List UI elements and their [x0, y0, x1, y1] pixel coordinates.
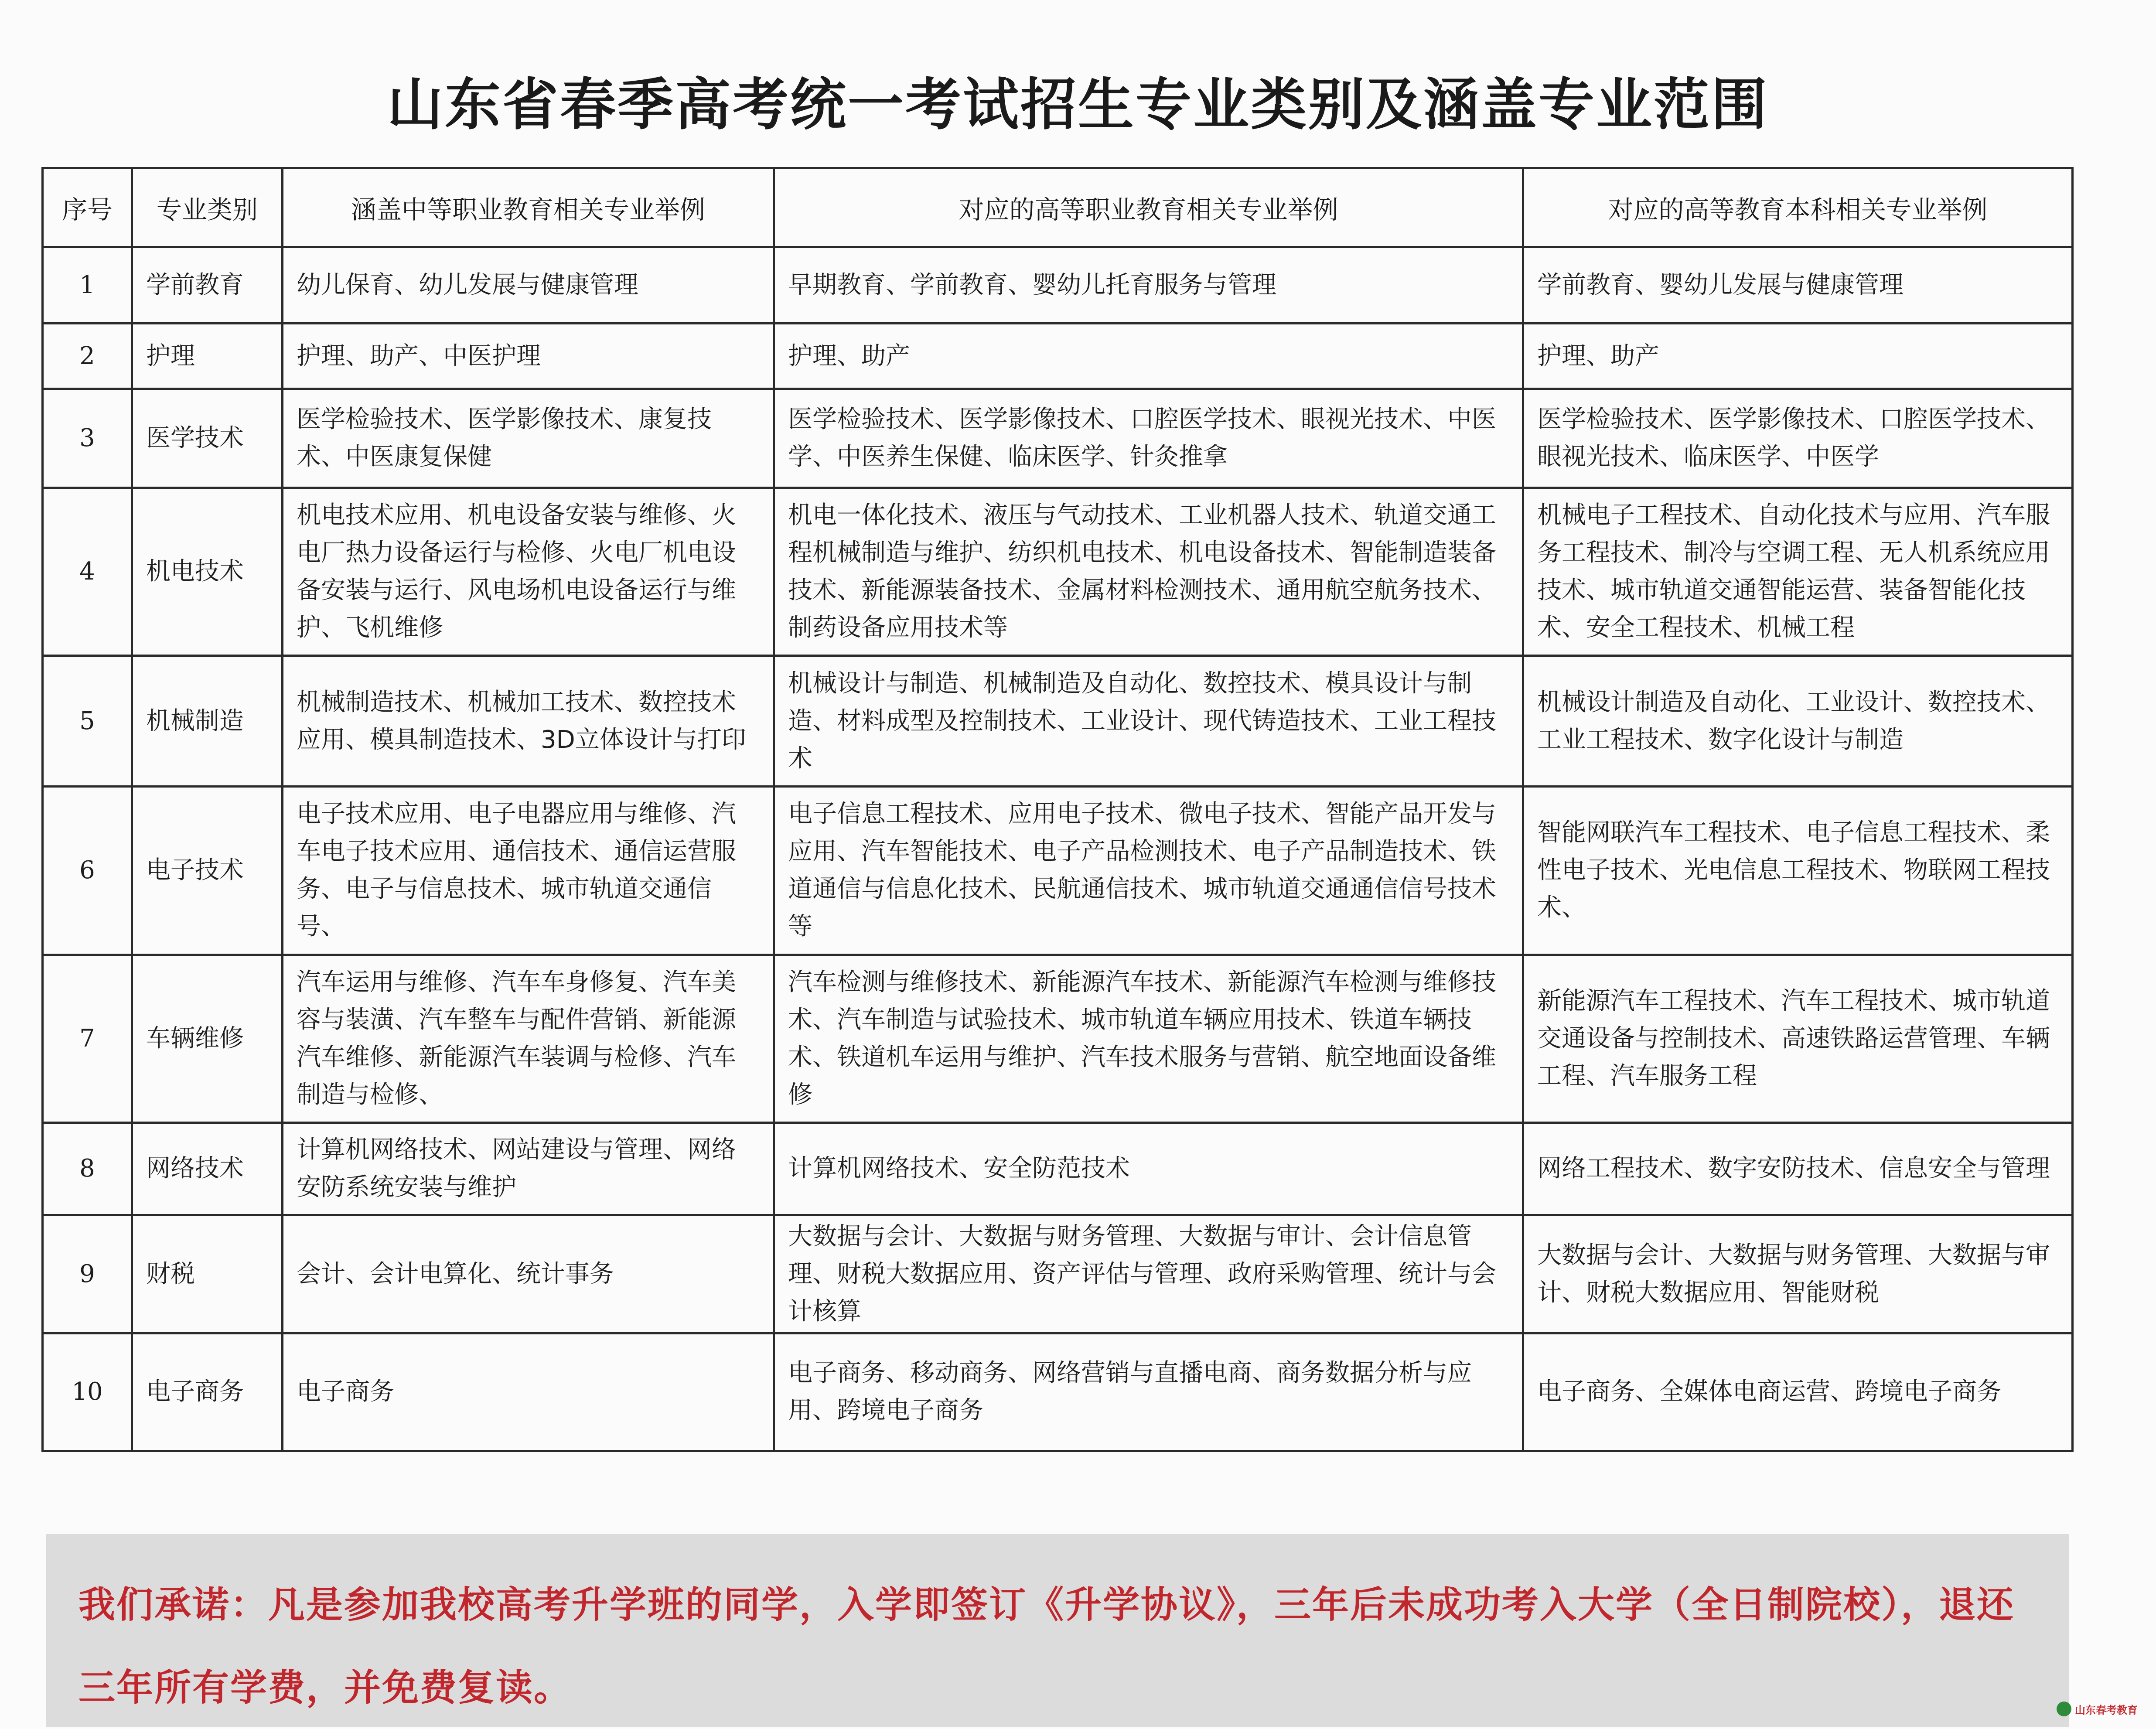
- cell-higher-vocational: 电子商务、移动商务、网络营销与直播电商、商务数据分析与应用、跨境电子商务: [774, 1333, 1523, 1451]
- table-header-row: [43, 168, 2073, 247]
- cell-category: 医学技术: [132, 389, 283, 488]
- cell-secondary: 计算机网络技术、网站建设与管理、网络安防系统安装与维护: [283, 1122, 774, 1215]
- cell-undergraduate: 大数据与会计、大数据与财务管理、大数据与审计、财税大数据应用、智能财税: [1523, 1215, 2073, 1333]
- cell-seq: 10: [43, 1333, 132, 1451]
- cell-seq: 4: [43, 488, 132, 656]
- cell-category: 机电技术: [132, 488, 283, 656]
- cell-higher-vocational: 早期教育、学前教育、婴幼儿托育服务与管理: [774, 247, 1523, 324]
- cell-category: 机械制造: [132, 656, 283, 787]
- cell-category: 护理: [132, 324, 283, 389]
- cell-higher-vocational: 医学检验技术、医学影像技术、口腔医学技术、眼视光技术、中医学、中医养生保健、临床医学、针灸推拿: [774, 389, 1523, 488]
- cell-secondary: 机电技术应用、机电设备安装与维修、火电厂热力设备运行与检修、火电厂机电设备安装与运行、风电场机电设备运行与维护、飞机维修: [283, 488, 774, 656]
- table-row: [43, 324, 2073, 389]
- cell-seq: 5: [43, 656, 132, 787]
- cell-undergraduate: 机械电子工程技术、自动化技术与应用、汽车服务工程技术、制冷与空调工程、无人机系统应用技术、城市轨道交通智能运营、装备智能化技术、安全工程技术、机械工程: [1523, 488, 2073, 656]
- watermark-logo: [2057, 1698, 2144, 1720]
- table-row: [43, 488, 2073, 656]
- cell-secondary: 医学检验技术、医学影像技术、康复技术、中医康复保健: [283, 389, 774, 488]
- cell-seq: 9: [43, 1215, 132, 1333]
- cell-seq: 1: [43, 247, 132, 324]
- header-category: 专业类别: [132, 168, 283, 247]
- logo-icon: [2057, 1702, 2071, 1716]
- cell-higher-vocational: 计算机网络技术、安全防范技术: [774, 1122, 1523, 1215]
- cell-category: 财税: [132, 1215, 283, 1333]
- table-row: [43, 1333, 2073, 1451]
- cell-undergraduate: 学前教育、婴幼儿发展与健康管理: [1523, 247, 2073, 324]
- header-seq: 序号: [43, 168, 132, 247]
- cell-seq: 8: [43, 1122, 132, 1215]
- cell-secondary: 会计、会计电算化、统计事务: [283, 1215, 774, 1333]
- cell-higher-vocational: 护理、助产: [774, 324, 1523, 389]
- cell-undergraduate: 网络工程技术、数字安防技术、信息安全与管理: [1523, 1122, 2073, 1215]
- page-title: 山东省春季高考统一考试招生专业类别及涵盖专业范围: [387, 72, 1769, 137]
- cell-undergraduate: 新能源汽车工程技术、汽车工程技术、城市轨道交通设备与控制技术、高速铁路运营管理、车辆工程、汽车服务工程: [1523, 955, 2073, 1122]
- cell-seq: 3: [43, 389, 132, 488]
- table-row: [43, 1215, 2073, 1333]
- cell-category: 学前教育: [132, 247, 283, 324]
- cell-secondary: 护理、助产、中医护理: [283, 324, 774, 389]
- promise-text: 我们承诺：凡是参加我校高考升学班的同学，入学即签订《升学协议》，三年后未成功考入大学（全日制院校），退还三年所有学费，并免费复读。: [78, 1583, 2015, 1709]
- cell-higher-vocational: 汽车检测与维修技术、新能源汽车技术、新能源汽车检测与维修技术、汽车制造与试验技术、城市轨道车辆应用技术、铁道车辆技术、铁道机车运用与维护、汽车技术服务与营销、航空地面设备维修: [774, 955, 1523, 1122]
- cell-seq: 7: [43, 955, 132, 1122]
- header-undergraduate: 对应的高等教育本科相关专业举例: [1523, 168, 2073, 247]
- cell-seq: 2: [43, 324, 132, 389]
- cell-secondary: 机械制造技术、机械加工技术、数控技术应用、模具制造技术、3D立体设计与打印: [283, 656, 774, 787]
- header-secondary: 涵盖中等职业教育相关专业举例: [283, 168, 774, 247]
- cell-higher-vocational: 大数据与会计、大数据与财务管理、大数据与审计、会计信息管理、财税大数据应用、资产评估与管理、政府采购管理、统计与会计核算: [774, 1215, 1523, 1333]
- header-higher-vocational: 对应的高等职业教育相关专业举例: [774, 168, 1523, 247]
- cell-secondary: 电子技术应用、电子电器应用与维修、汽车电子技术应用、通信技术、通信运营服务、电子与信息技术、城市轨道交通信号、: [283, 787, 774, 955]
- table-row: [43, 787, 2073, 955]
- cell-higher-vocational: 机械设计与制造、机械制造及自动化、数控技术、模具设计与制造、材料成型及控制技术、工业设计、现代铸造技术、工业工程技术: [774, 656, 1523, 787]
- table-row: [43, 247, 2073, 324]
- table-row: [43, 656, 2073, 787]
- cell-category: 网络技术: [132, 1122, 283, 1215]
- cell-undergraduate: 护理、助产: [1523, 324, 2073, 389]
- cell-secondary: 幼儿保育、幼儿发展与健康管理: [283, 247, 774, 324]
- table-row: [43, 955, 2073, 1122]
- logo-text: 山东春考教育: [2075, 1704, 2138, 1716]
- cell-undergraduate: 电子商务、全媒体电商运营、跨境电子商务: [1523, 1333, 2073, 1451]
- cell-category: 车辆维修: [132, 955, 283, 1122]
- cell-category: 电子商务: [132, 1333, 283, 1451]
- cell-secondary: 汽车运用与维修、汽车车身修复、汽车美容与装潢、汽车整车与配件营销、新能源汽车维修、新能源汽车装调与检修、汽车制造与检修、: [283, 955, 774, 1122]
- cell-higher-vocational: 电子信息工程技术、应用电子技术、微电子技术、智能产品开发与应用、汽车智能技术、电子产品检测技术、电子产品制造技术、铁道通信与信息化技术、民航通信技术、城市轨道交通通信信号技术等: [774, 787, 1523, 955]
- cell-seq: 6: [43, 787, 132, 955]
- cell-undergraduate: 智能网联汽车工程技术、电子信息工程技术、柔性电子技术、光电信息工程技术、物联网工程技术、: [1523, 787, 2073, 955]
- cell-category: 电子技术: [132, 787, 283, 955]
- cell-undergraduate: 机械设计制造及自动化、工业设计、数控技术、工业工程技术、数字化设计与制造: [1523, 656, 2073, 787]
- table-row: [43, 389, 2073, 488]
- table-row: [43, 1122, 2073, 1215]
- cell-higher-vocational: 机电一体化技术、液压与气动技术、工业机器人技术、轨道交通工程机械制造与维护、纺织机电技术、机电设备技术、智能制造装备技术、新能源装备技术、金属材料检测技术、通用航空航务技术、制药设备应用技术等: [774, 488, 1523, 656]
- cell-undergraduate: 医学检验技术、医学影像技术、口腔医学技术、眼视光技术、临床医学、中医学: [1523, 389, 2073, 488]
- majors-table: [41, 167, 2074, 1452]
- cell-secondary: 电子商务: [283, 1333, 774, 1451]
